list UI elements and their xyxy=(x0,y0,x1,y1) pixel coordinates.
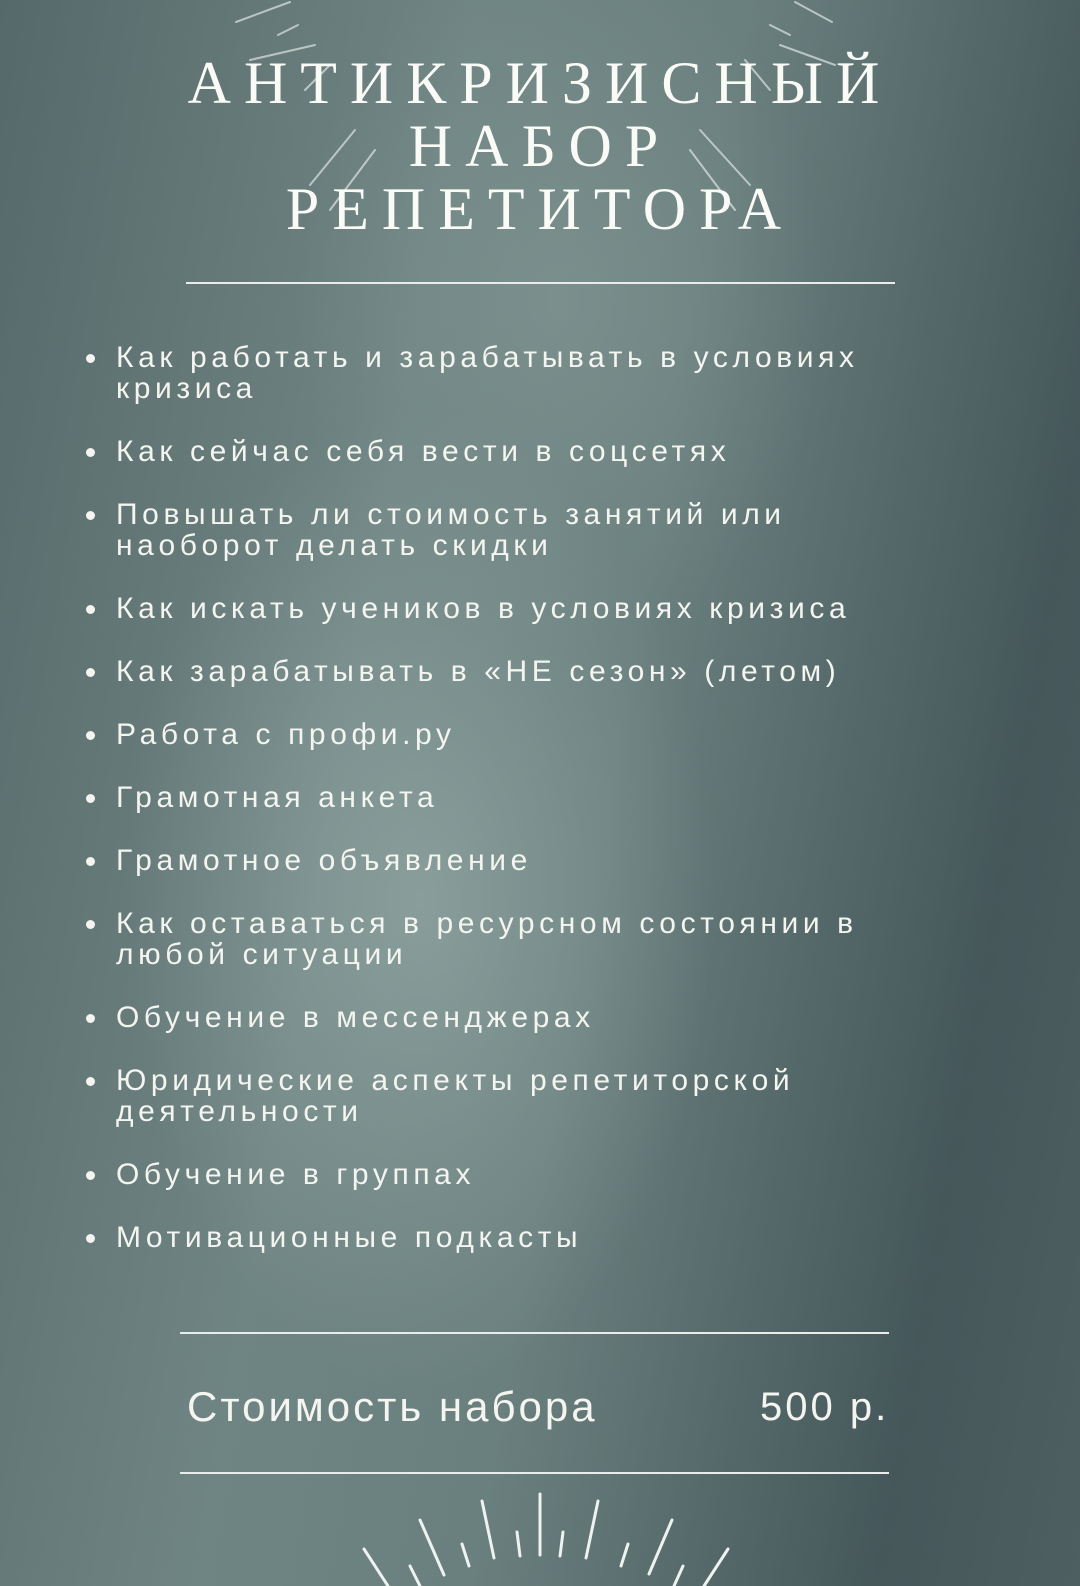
bullet-icon xyxy=(86,1014,95,1023)
list-item-text: Как искать учеников в условиях кризиса xyxy=(116,592,851,625)
list-item-text: Как сейчас себя вести в соцсетях xyxy=(116,435,731,468)
list-item xyxy=(86,1065,946,1127)
list-item-text: Грамотное объявление xyxy=(116,844,532,877)
bullet-icon xyxy=(86,354,95,363)
list-item xyxy=(86,782,946,813)
list-item xyxy=(86,436,946,467)
list-item xyxy=(86,719,946,750)
list-item-text: Обучение в группах xyxy=(116,1158,476,1191)
bullet-icon xyxy=(86,1171,95,1180)
bullet-icon xyxy=(86,1234,95,1243)
bullet-icon xyxy=(86,731,95,740)
list-item-text: Обучение в мессенджерах xyxy=(116,1001,595,1034)
list-item-text: Юридические аспекты репетиторской деятельности xyxy=(116,1064,795,1128)
bullet-icon xyxy=(86,448,95,457)
list-item xyxy=(86,845,946,876)
list-item xyxy=(86,1002,946,1033)
divider-bottom xyxy=(180,1472,889,1474)
list-item-text: Как оставаться в ресурсном состоянии в любой ситуации xyxy=(116,907,858,971)
list-item xyxy=(86,342,946,404)
bullet-icon xyxy=(86,605,95,614)
title-line-1: АНТИКРИЗИСНЫЙ xyxy=(187,50,893,116)
list-item-text: Работа с профи.ру xyxy=(116,718,456,751)
list-item xyxy=(86,656,946,687)
bullet-icon xyxy=(86,668,95,677)
bullet-icon xyxy=(86,920,95,929)
list-item xyxy=(86,1159,946,1190)
list-item-text: Грамотная анкета xyxy=(116,781,439,814)
list-item xyxy=(86,593,946,624)
title-line-3: РЕПЕТИТОРА xyxy=(285,176,795,242)
contents-list xyxy=(86,342,946,1285)
bullet-icon xyxy=(86,1077,95,1086)
bullet-icon xyxy=(86,511,95,520)
list-item-text: Как зарабатывать в «НЕ сезон» (летом) xyxy=(116,655,841,688)
bullet-icon xyxy=(86,857,95,866)
list-item xyxy=(86,908,946,970)
bullet-icon xyxy=(86,794,95,803)
title-line-2: НАБОР xyxy=(408,113,672,179)
list-item-text: Мотивационные подкасты xyxy=(116,1221,583,1254)
divider-top xyxy=(186,282,895,284)
list-item-text: Повышать ли стоимость занятий или наоборот делать скидки xyxy=(116,498,786,562)
divider-middle xyxy=(180,1332,889,1334)
list-item xyxy=(86,1222,946,1253)
page-title xyxy=(0,52,1080,241)
price-label: Стоимость набора xyxy=(187,1383,598,1430)
list-item-text: Как работать и зарабатывать в условиях кризиса xyxy=(116,341,859,405)
list-item xyxy=(86,499,946,561)
price-value: 500 р. xyxy=(760,1385,890,1429)
